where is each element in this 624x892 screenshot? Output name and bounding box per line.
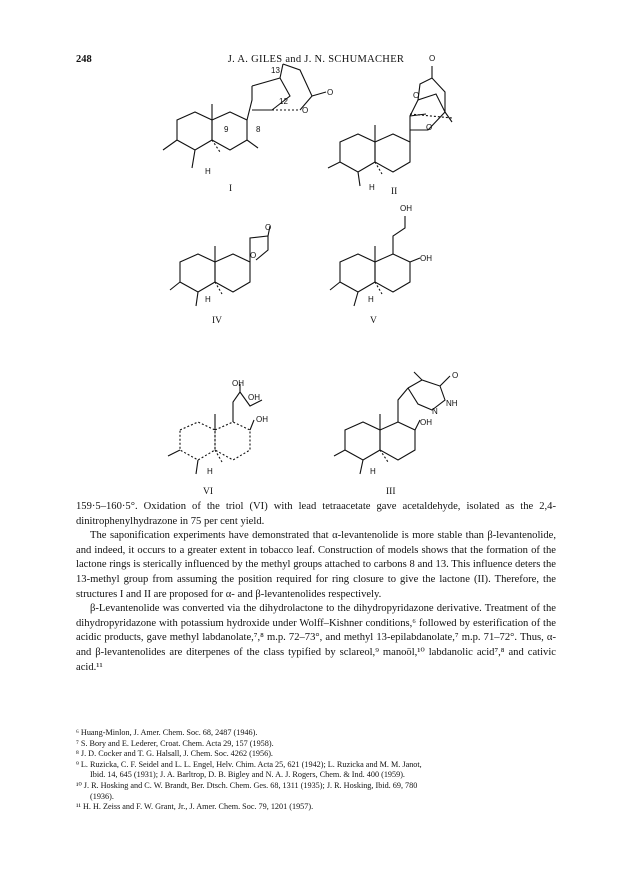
paragraph: The saponification experiments have demonstrated that α-levantenolide is more stable than β-levantenolide, and indeed, it occurs to a greater extent in tobacco leaf. Construction of models shows that the formation of the lactone rings is sterically influenced by the methyl groups attached to carbons 8 and 13. This influence deters the 13-methyl group from assuming the position required for ring closure to give the lactone (II). Therefore, the structures I and II are proposed for α- and β-levantenolides respectively.: [76, 530, 556, 600]
atom-label: OH: [420, 418, 432, 427]
atom-label: O: [265, 223, 272, 232]
footnotes: [76, 728, 556, 813]
paragraph: 159·5–160·5°. Oxidation of the triol (VI) with lead tetraacetate gave acetaldehyde, isolated as the 2,4-dinitrophenylhydrazone in 75 per cent yield.: [76, 501, 556, 527]
structure-label: III: [386, 487, 396, 497]
structure-V: [330, 204, 432, 326]
footnote: ¹⁰ J. R. Hosking and C. W. Brandt, Ber. Dtsch. Chem. Ges. 68, 1311 (1935); J. R. Hosking, Ibid. 69, 780: [76, 780, 418, 790]
atom-label: O: [250, 251, 257, 260]
footnote: ⁹ L. Ruzicka, C. F. Seidel and L. L. Engel, Helv. Chim. Acta 25, 621 (1942); L. Ruzicka and M. M. Janot,: [76, 759, 422, 769]
atom-label: OH: [420, 254, 432, 263]
atom-label: O: [429, 54, 436, 63]
footnote-continuation: Ibid. 14, 645 (1931); J. A. Barltrop, D. B. Bigley and N. A. J. Rogers, Chem. & Ind. 400 (1959).: [90, 770, 405, 780]
atom-label: 8: [256, 125, 261, 134]
structure-I: [163, 64, 333, 194]
structure-label: VI: [203, 487, 214, 497]
atom-label: O: [426, 123, 433, 132]
atom-label: O: [302, 106, 309, 115]
atom-label: H: [207, 467, 213, 476]
atom-label: O: [452, 371, 459, 380]
footnote: ⁸ J. D. Cocker and T. G. Halsall, J. Chem. Soc. 4262 (1956).: [76, 749, 273, 759]
footnote: ⁷ S. Bory and E. Lederer, Croat. Chem. Acta 29, 157 (1958).: [76, 738, 274, 748]
atom-label: OH: [248, 393, 260, 402]
atom-label: OH: [400, 204, 412, 213]
structure-VI: [168, 379, 268, 497]
paragraph: β-Levantenolide was converted via the dihydrolactone to the dihydropyridazone derivative. Treatment of the dihydropyridazone with potassium hydroxide under Wolff–Kishner conditions,⁶ followed by esterification of the acidic products, gave methyl labdanolate,⁷,⁸ m.p. 72–73°, and methyl 13-epilabdanolate,⁷ m.p. 71–72°. Thus, α- and β-levantenolides are diterpenes of the class typified by sclareol,⁹ manoöl,¹⁰ labdanolic acid⁷,⁸ and cativic acid.¹¹: [76, 603, 556, 673]
structure-label: I: [229, 184, 233, 194]
structure-label: IV: [212, 316, 223, 326]
atom-label: H: [370, 467, 376, 476]
structure-III: [334, 371, 458, 497]
structure-label: V: [370, 316, 377, 326]
atom-label: O: [413, 91, 420, 100]
page-number: 248: [76, 54, 92, 65]
atom-label: H: [369, 183, 375, 192]
atom-label: N: [432, 407, 438, 416]
atom-label: H: [368, 295, 374, 304]
body-text: [76, 500, 556, 675]
atom-label: H: [205, 167, 211, 176]
footnote: ⁶ Huang-Minlon, J. Amer. Chem. Soc. 68, 2487 (1946).: [76, 728, 258, 737]
atom-label: 13: [271, 66, 280, 75]
structure-II: [328, 54, 452, 197]
footnote-continuation: (1936).: [90, 791, 114, 801]
atom-label: OH: [256, 415, 268, 424]
footnote: ¹¹ H. H. Zeiss and F. W. Grant, Jr., J. Amer. Chem. Soc. 79, 1201 (1957).: [76, 802, 314, 812]
structure-IV: [170, 223, 271, 326]
atom-label: 9: [224, 125, 229, 134]
atom-label: OH: [232, 379, 244, 388]
structure-label: II: [391, 187, 398, 197]
atom-label: NH: [446, 399, 458, 408]
running-head-authors: J. A. GILES and J. N. SCHUMACHER: [227, 54, 405, 65]
atom-label: O: [327, 88, 334, 97]
atom-label: 12: [279, 97, 288, 106]
atom-label: H: [205, 295, 211, 304]
